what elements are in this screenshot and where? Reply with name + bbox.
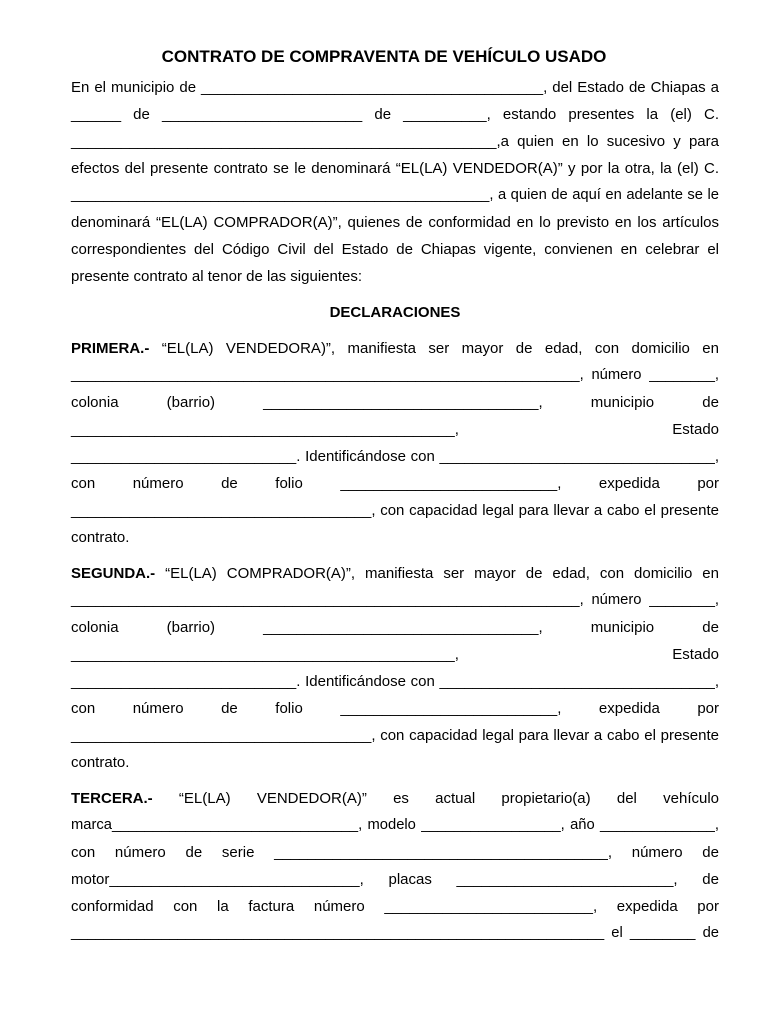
clause-line: conformidad con la factura número _________________________, expedida por bbox=[71, 898, 719, 915]
intro-line: En el municipio de _________________________________________, del Estado de Chiapas a bbox=[71, 79, 719, 96]
clause-line: ______________________________________________________________, número ________, bbox=[71, 367, 719, 383]
intro-line: efectos del presente contrato se le denominará “EL(LA) VENDEDOR(A)” y por la otra, la (el) C. bbox=[71, 160, 719, 177]
clause-line: ______________________________________________, Estado bbox=[71, 646, 719, 663]
clause-line: colonia (barrio) _________________________________, municipio de bbox=[71, 619, 719, 636]
clause-line: ____________________________________, con capacidad legal para llevar a cabo el presente bbox=[71, 502, 719, 519]
clause-line: con número de folio __________________________, expedida por bbox=[71, 700, 719, 717]
clause-line: contrato. bbox=[71, 529, 130, 546]
clause-line: ___________________________. Identificándose con _________________________________, bbox=[71, 673, 719, 690]
clause-line: marca______________________________, modelo _________________, año ______________, bbox=[71, 817, 719, 833]
clause-label: SEGUNDA.- bbox=[71, 565, 156, 582]
clause-text: “EL(LA) VENDEDORA)”, manifiesta ser mayor de edad, con domicilio en bbox=[161, 340, 719, 357]
clause-line: colonia (barrio) _________________________________, municipio de bbox=[71, 394, 719, 411]
clause-line: con número de serie ________________________________________, número de bbox=[71, 844, 719, 861]
clause-line: ___________________________. Identificándose con _________________________________, bbox=[71, 448, 719, 465]
clause-text: “EL(LA) COMPRADOR(A)”, manifiesta ser mayor de edad, con domicilio en bbox=[165, 565, 719, 582]
clause-line: contrato. bbox=[71, 754, 130, 771]
intro-line: ___________________________________________________, a quien de aquí en adelante se le bbox=[71, 187, 719, 203]
clause-line: _________________________________________________________________ el ________ de bbox=[71, 925, 719, 941]
clause-label: TERCERA.- bbox=[71, 790, 153, 807]
declarations-heading: DECLARACIONES bbox=[329, 304, 461, 321]
clause-line: ____________________________________, con capacidad legal para llevar a cabo el presente bbox=[71, 727, 719, 744]
clause-line: ______________________________________________, Estado bbox=[71, 421, 719, 438]
intro-line: ___________________________________________________,a quien en lo sucesivo y para bbox=[71, 133, 719, 150]
clause-line bbox=[71, 335, 719, 362]
clause-line: ______________________________________________________________, número ________, bbox=[71, 592, 719, 608]
intro-line: presente contrato al tenor de las siguientes: bbox=[71, 268, 363, 285]
clause-line: con número de folio __________________________, expedida por bbox=[71, 475, 719, 492]
clause-line: motor______________________________, placas __________________________, de bbox=[71, 871, 719, 888]
clause-text: “EL(LA) VENDEDOR(A)” es actual propietario(a) del vehículo bbox=[178, 790, 720, 807]
document-title: CONTRATO DE COMPRAVENTA DE VEHÍCULO USADO bbox=[161, 47, 607, 66]
clause-line bbox=[71, 785, 719, 812]
clause-line bbox=[71, 560, 719, 587]
clause-label: PRIMERA.- bbox=[71, 340, 150, 357]
intro-line: correspondientes del Código Civil del Estado de Chiapas vigente, convienen en celebrar el bbox=[71, 241, 719, 258]
intro-line: ______ de ________________________ de __________, estando presentes la (el) C. bbox=[71, 106, 719, 123]
intro-line: denominará “EL(LA) COMPRADOR(A)”, quienes de conformidad en lo previsto en los artículos bbox=[71, 214, 719, 231]
